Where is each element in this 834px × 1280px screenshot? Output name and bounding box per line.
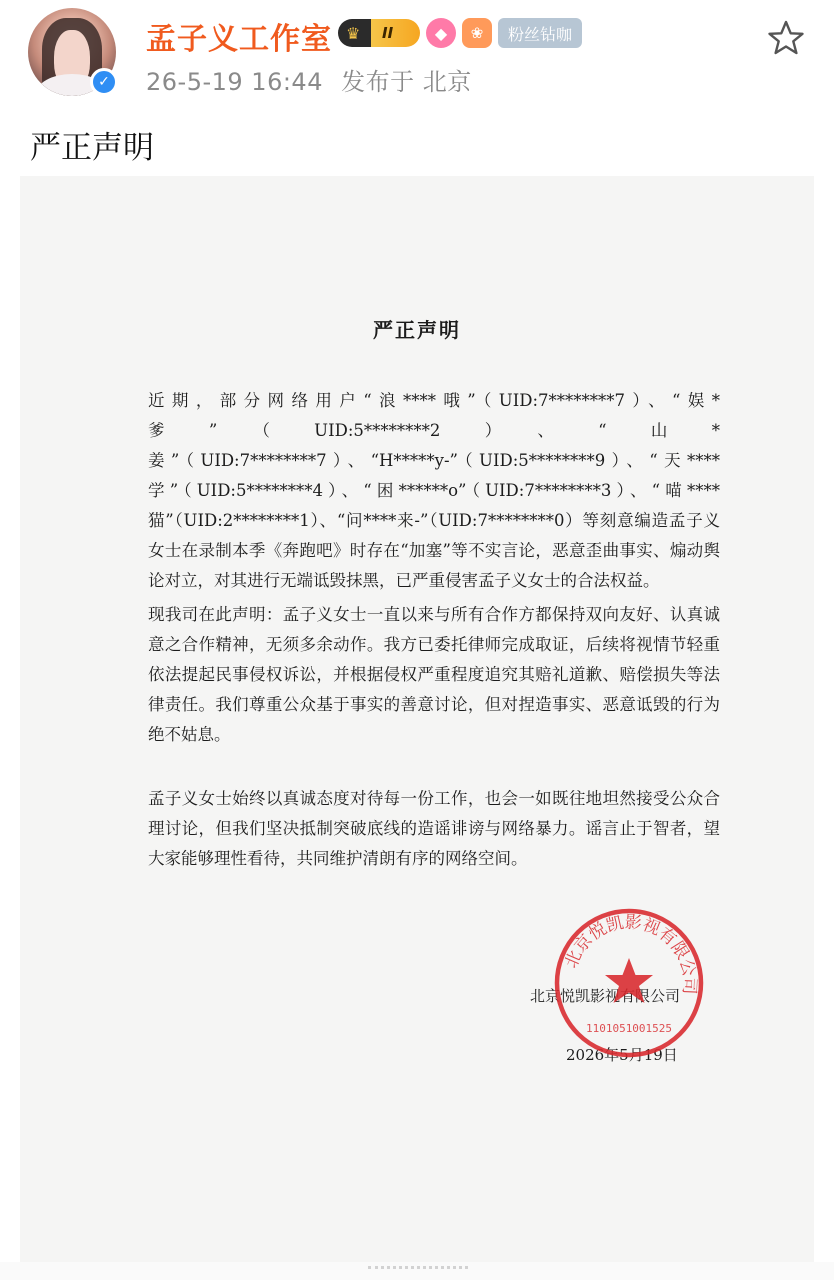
level-badge[interactable]: [338, 19, 420, 47]
verified-check-icon: ✓: [90, 68, 118, 96]
bottom-divider: [368, 1266, 468, 1270]
document-paragraph-3: 孟子义女士始终以真诚态度对待每一份工作，也会一如既往地坦然接受公众合理讨论，但我们坚决抵制突破底线的造谣诽谤与网络暴力。谣言止于智者，望大家能够理性看待，共同维护清朗有序的网络空间。: [148, 789, 720, 868]
username[interactable]: 孟子义工作室: [146, 22, 332, 57]
post-location: 发布于 北京: [341, 68, 472, 96]
seal-star-icon: [605, 958, 653, 1003]
post-timestamp: 26-5-19 16:44: [146, 68, 323, 96]
diamond-icon[interactable]: ◆: [426, 18, 456, 48]
crown-icon: ♛: [346, 24, 361, 43]
star-outline-icon[interactable]: [766, 18, 806, 58]
seal-text: 北京悦凯影视有限公司: [561, 912, 700, 995]
bottom-bar: [0, 1262, 834, 1280]
company-seal: [552, 906, 706, 1060]
document-date: 2026年5月19日: [566, 1046, 678, 1064]
pet-icon[interactable]: ❀: [462, 18, 492, 48]
document-company: 北京悦凯影视有限公司: [530, 987, 681, 1005]
post-meta: [146, 62, 482, 97]
level-badge-label: II: [382, 24, 394, 42]
document-paragraph-1: 近期，部分网络用户“浪****哦”（UID:7********7）、“娱*爹”（UID:5********2）、“山*姜”（UID:7********7）、“H*****y-”（UID:5********9）、“天****学”（UID:5********4）、“困******o”（UID:7********3）、“喵****猫”（UID:2********1）、“问****来-”（UID:7********0）等刻意编造孟子义女士在录制本季《奔跑吧》时存在“加塞”等不实言论，恶意歪曲事实、煽动舆论对立，对其进行无端诋毁抹黑，已严重侵害孟子义女士的合法权益。: [148, 391, 720, 590]
user-badges: [338, 18, 582, 48]
document-title: 严正声明: [373, 318, 461, 342]
fan-badge[interactable]: 粉丝钻咖: [498, 18, 582, 48]
statement-image[interactable]: [20, 176, 814, 1262]
seal-number: 1101051001525: [585, 1022, 673, 1035]
post-text: 严正声明: [30, 130, 154, 166]
document-paragraph-2: 现我司在此声明：孟子义女士一直以来与所有合作方都保持双向友好、认真诚意之合作精神，无须多余动作。我方已委托律师完成取证，后续将视情节轻重依法提起民事侵权诉讼，并根据侵权严重程度追究其赔礼道歉、赔偿损失等法律责任。我们尊重公众基于事实的善意讨论，但对捏造事实、恶意诋毁的行为绝不姑息。: [148, 605, 720, 744]
